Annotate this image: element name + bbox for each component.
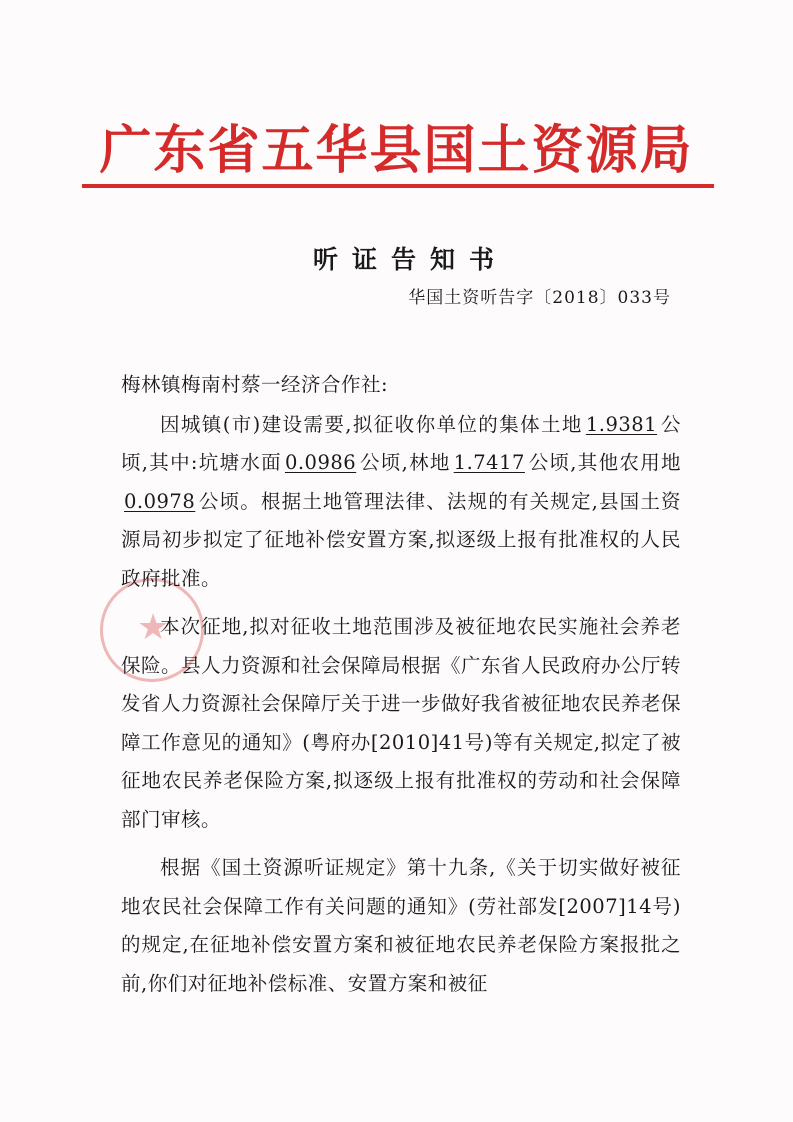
total-area-value: 1.9381 [585,412,658,436]
p1-text-e: 公顷。根据土地管理法律、法规的有关规定,县国土资源局初步拟定了征地补偿安置方案,拟逐级上报有批准权的人民政府批准。 [121,489,681,590]
p1-text-b: 公顷,其中:坑塘水面 [121,412,681,474]
p1-text-d: 公顷,其他农用地 [527,451,681,474]
letterhead-rule [82,184,714,188]
paragraph-hearing-rights: 根据《国土资源听证规定》第十九条,《关于切实做好被征地农民社会保障工作有关问题的通知》(劳社部发[2007]14号)的规定,在征地补偿安置方案和被征地农民养老保险方案报批之前,你们对征地补偿标准、安置方案和被征 [121,856,681,995]
p1-text-a: 因城镇(市)建设需要,拟征收你单位的集体土地 [160,412,583,436]
salutation: 梅林镇梅南村蔡一经济合作社: [121,373,389,396]
p1-text-c: 公顷,林地 [359,451,451,474]
agency-letterhead: 广东省五华县国土资源局 [99,120,694,181]
paragraph-pension-insurance: 本次征地,拟对征收土地范围涉及被征地农民实施社会养老保险。县人力资源和社会保障局根据《广东省人民政府办公厅转发省人力资源社会保障厅关于进一步做好我省被征地农民养老保障工作意见的通知》(粤府办[2010]41号)等有关规定,拟定了被征地农民养老保险方案,拟逐级上报有批准权的劳动和社会保障部门审核。 [121,615,682,831]
pond-area-value: 0.0986 [284,451,357,474]
seal-star-icon: ★ [137,607,170,648]
document-title: 听证告知书 [312,245,508,274]
document-number: 华国土资听告字〔2018〕033号 [408,288,671,308]
forest-area-value: 1.7417 [453,451,525,474]
other-area-value: 0.0978 [124,489,196,513]
document-body [121,366,681,1013]
paragraph-land-acquisition [121,406,681,599]
